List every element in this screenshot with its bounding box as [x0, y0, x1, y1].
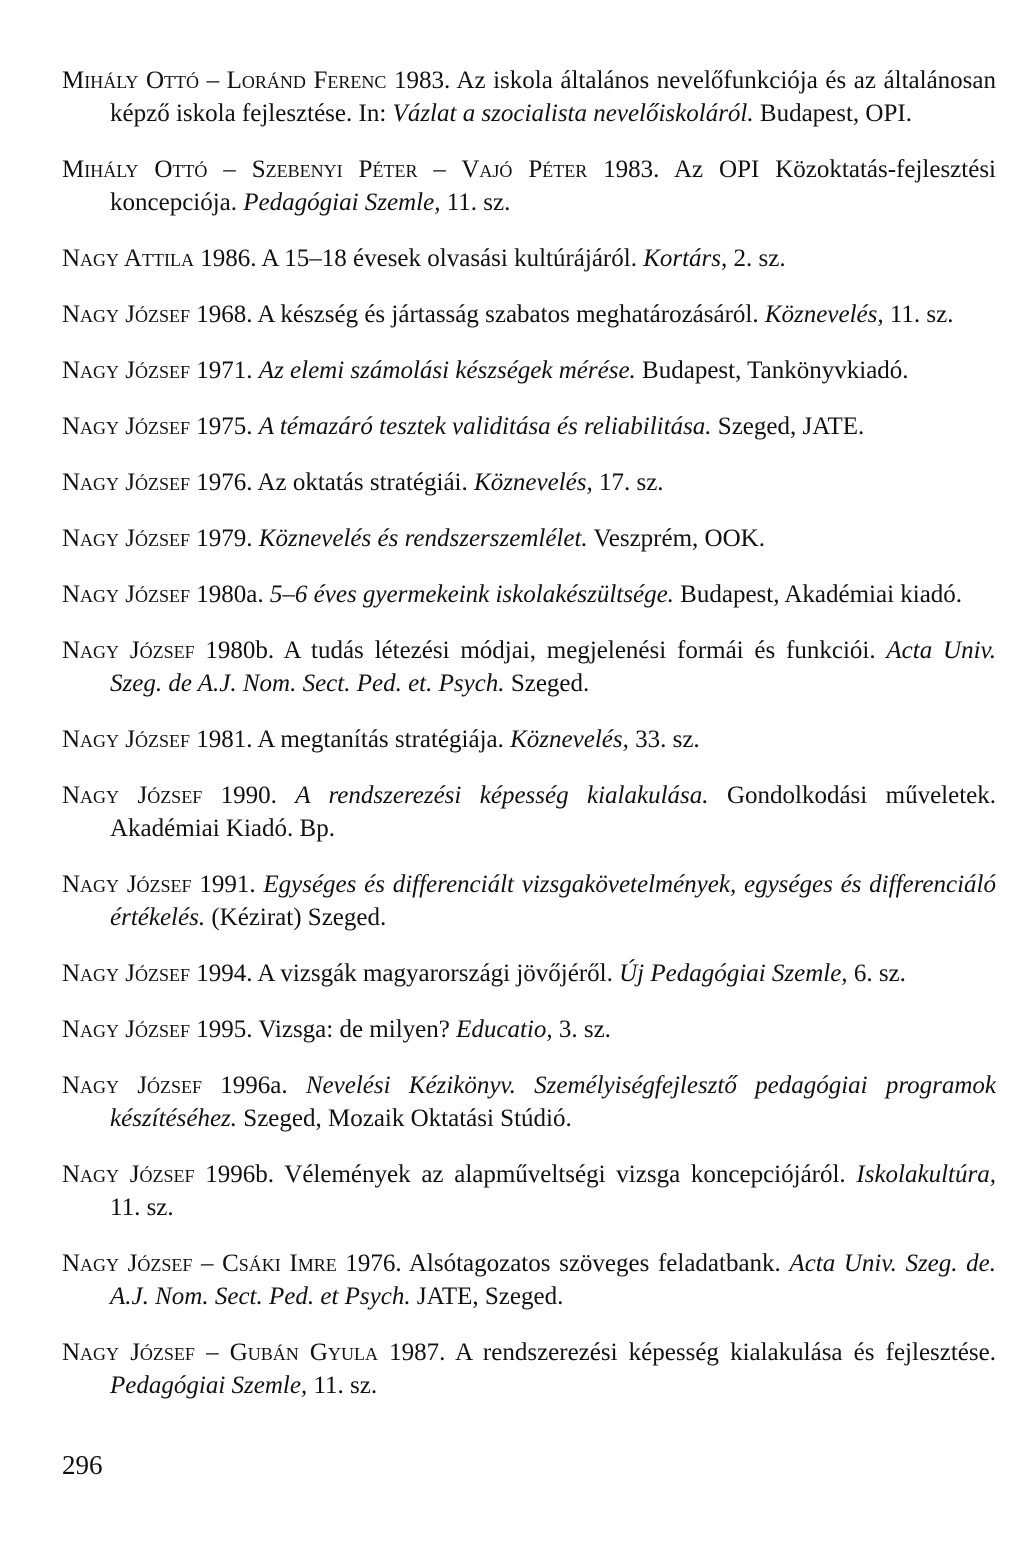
entry-author: Nagy József – Gubán Gyula	[62, 1339, 378, 1366]
entry-author: Nagy József – Csáki Imre	[62, 1250, 337, 1277]
entry-title-italic: Köznevelés,	[510, 726, 629, 753]
entry-text: Veszprém, OOK.	[587, 525, 765, 552]
entry-text: Budapest, OPI.	[753, 100, 912, 127]
entry-text: JATE, Szeged.	[410, 1283, 564, 1310]
entry-author: Nagy József	[62, 637, 195, 664]
entry-author: Nagy József	[62, 413, 191, 440]
entry-title-italic: A rendszerezési képesség kialakulása.	[295, 782, 709, 809]
bibliography-entry	[62, 634, 996, 700]
bibliography-entry	[62, 1336, 996, 1402]
entry-author: Nagy József	[62, 581, 191, 608]
entry-author: Nagy Attila	[62, 245, 194, 272]
entry-text: 1986. A 15–18 évesek olvasási kultúrájáról.	[193, 245, 644, 272]
entry-title-italic: Az elemi számolási készségek mérése.	[258, 357, 636, 384]
bibliography-entry	[62, 64, 996, 130]
entry-title-italic: Nevelési Kézikönyv. Személyiségfejlesztő pedagógiai programok készítéséhez.	[110, 1072, 996, 1132]
entry-text: 1996b. Vélemények az alapműveltségi vizsga koncepciójáról.	[194, 1161, 857, 1188]
entry-text: 1980b. A tudás létezési módjai, megjelenési formái és funkciói.	[194, 637, 887, 664]
entry-text: 1983. Az OPI Közoktatás-fejlesztési koncepciója.	[110, 156, 996, 216]
entry-author: Nagy József	[62, 871, 192, 898]
entry-text: 1983. Az iskola általános nevelőfunkciója és az általánosan képző iskola fejlesztése. In:	[110, 67, 996, 127]
bibliography-entry	[62, 410, 996, 443]
entry-title-italic: Köznevelés,	[474, 469, 593, 496]
entry-title-italic: Pedagógiai Szemle,	[243, 189, 441, 216]
bibliography-entry	[62, 1158, 996, 1224]
page-number: 296	[62, 1450, 103, 1480]
entry-text: 2. sz.	[727, 245, 786, 272]
entry-title-italic: Köznevelés és rendszerszemlélet.	[258, 525, 588, 552]
bibliography-entry	[62, 354, 996, 387]
bibliography-entry	[62, 779, 996, 845]
entry-author: Nagy József	[62, 1072, 203, 1099]
entry-text: 1996a.	[202, 1072, 306, 1099]
bibliography-entry	[62, 242, 996, 275]
entry-author: Mihály Ottó – Loránd Ferenc	[62, 67, 387, 94]
entry-author: Nagy József	[62, 301, 191, 328]
entry-author: Nagy József	[62, 726, 191, 753]
entry-text: 1975.	[190, 413, 259, 440]
entry-title-italic: Educatio,	[456, 1016, 553, 1043]
entry-text: 33. sz.	[628, 726, 700, 753]
entry-text: 1976. Az oktatás stratégiái.	[190, 469, 475, 496]
entry-text: 3. sz.	[552, 1016, 611, 1043]
entry-title-italic: Új Pedagógiai Szemle,	[619, 960, 848, 987]
entry-title-italic: Iskolakultúra,	[856, 1161, 996, 1188]
entry-text: 1979.	[190, 525, 259, 552]
entry-text: Budapest, Tankönyvkiadó.	[635, 357, 909, 384]
entry-author: Nagy József	[62, 960, 191, 987]
entry-title-italic: Acta Univ. Szeg. de A.J. Nom. Sect. Ped. et. Psych.	[110, 637, 997, 697]
entry-author: Nagy József	[62, 525, 191, 552]
bibliography-entry	[62, 868, 996, 934]
entry-text: Budapest, Akadémiai kiadó.	[673, 581, 963, 608]
bibliography-entry	[62, 466, 996, 499]
entry-author: Nagy József	[62, 782, 203, 809]
bibliography-entry	[62, 1247, 996, 1313]
bibliography-entry	[62, 957, 996, 990]
entry-text: 1990.	[202, 782, 296, 809]
entry-text: Gondolkodási műveletek. Akadémiai Kiadó. Bp.	[110, 782, 996, 842]
entry-author: Nagy József	[62, 357, 191, 384]
entry-text: 11. sz.	[440, 189, 511, 216]
bibliography-entry	[62, 298, 996, 331]
entry-text: Szeged.	[504, 670, 590, 697]
entry-text: 17. sz.	[592, 469, 664, 496]
entry-text: 1987. A rendszerezési képesség kialakulása és fejlesztése.	[377, 1339, 996, 1366]
bibliography-entry	[62, 578, 996, 611]
entry-text: (Kézirat) Szeged.	[205, 904, 387, 931]
entry-title-italic: Acta Univ. Szeg. de. A.J. Nom. Sect. Ped. et Psych.	[110, 1250, 996, 1310]
entry-text: Szeged, Mozaik Oktatási Stúdió.	[237, 1105, 572, 1132]
entry-text: 1981. A megtanítás stratégiája.	[190, 726, 511, 753]
entry-text: 1971.	[190, 357, 259, 384]
bibliography-entry	[62, 1069, 996, 1135]
entry-title-italic: A témazáró tesztek validitása és reliabilitása.	[258, 413, 712, 440]
entry-title-italic: Köznevelés,	[764, 301, 884, 328]
entry-text: 11. sz.	[110, 1194, 174, 1221]
entry-text: 1980a.	[190, 581, 270, 608]
bibliography-entry	[62, 153, 996, 219]
bibliography-entry	[62, 723, 996, 756]
entry-author: Nagy József	[62, 1161, 195, 1188]
entry-title-italic: Egységes és differenciált vizsgakövetelmények, egységes és differenciáló értékelés.	[110, 871, 996, 931]
entry-title-italic: Vázlat a szocialista nevelőiskoláról.	[392, 100, 754, 127]
entry-text: 11. sz.	[307, 1372, 378, 1399]
entry-text: 1976. Alsótagozatos szöveges feladatbank.	[336, 1250, 790, 1277]
entry-text: 1991.	[191, 871, 264, 898]
entry-author: Mihály Ottó – Szebenyi Péter – Vajó Péter	[62, 156, 588, 183]
entry-title-italic: Pedagógiai Szemle,	[110, 1372, 308, 1399]
entry-text: 1995. Vizsga: de milyen?	[190, 1016, 457, 1043]
entry-text: 11. sz.	[883, 301, 954, 328]
entry-text: 1968. A készség és jártasság szabatos meghatározásáról.	[190, 301, 765, 328]
entry-author: Nagy József	[62, 469, 191, 496]
entry-title-italic: 5–6 éves gyermekeink iskolakészültsége.	[269, 581, 674, 608]
bibliography-list	[62, 64, 996, 1425]
bibliography-entry	[62, 522, 996, 555]
entry-text: Szeged, JATE.	[711, 413, 865, 440]
entry-author: Nagy József	[62, 1016, 191, 1043]
entry-text: 1994. A vizsgák magyarországi jövőjéről.	[190, 960, 620, 987]
entry-title-italic: Kortárs,	[643, 245, 728, 272]
bibliography-entry	[62, 1013, 996, 1046]
entry-text: 6. sz.	[847, 960, 906, 987]
